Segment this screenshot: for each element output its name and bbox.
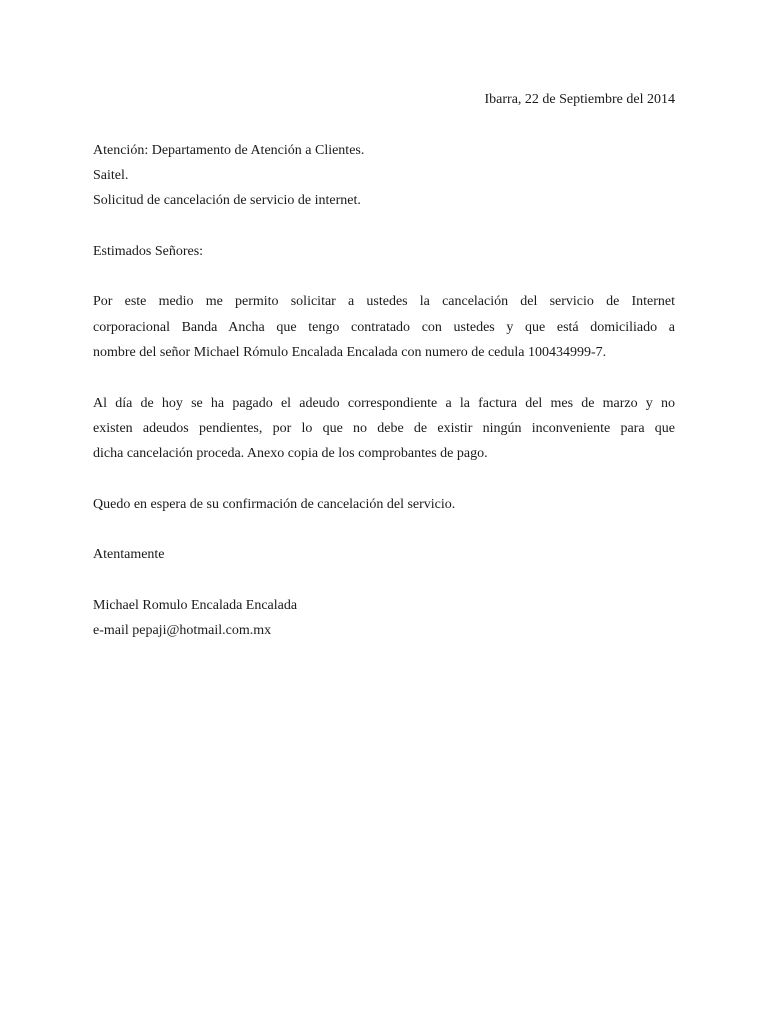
paragraph-line: dicha cancelación proceda. Anexo copia de los comprobantes de pago. bbox=[93, 446, 488, 462]
paragraph-line: existen adeudos pendientes, por lo que no debe de existir ningún inconveniente para que bbox=[93, 420, 675, 436]
paragraph-line: Al día de hoy se ha pagado el adeudo correspondiente a la factura del mes de marzo y no bbox=[93, 395, 675, 411]
paragraph-payment bbox=[93, 391, 675, 467]
signature-block bbox=[93, 593, 675, 644]
signer-name: Michael Romulo Encalada Encalada bbox=[93, 597, 298, 613]
paragraph-line: Por este medio me permito solicitar a ustedes la cancelación del servicio de Internet bbox=[93, 294, 675, 310]
paragraph-request bbox=[93, 289, 675, 365]
letter-date: Ibarra, 22 de Septiembre del 2014 bbox=[484, 92, 675, 107]
company-name: Saitel. bbox=[93, 167, 129, 183]
paragraph-line: nombre del señor Michael Rómulo Encalada Encalada con numero de cedula 100434999-7. bbox=[93, 344, 607, 360]
subject-line: Solicitud de cancelación de servicio de internet. bbox=[93, 193, 361, 209]
closing-request: Quedo en espera de su confirmación de cancelación del servicio. bbox=[93, 496, 456, 512]
closing-phrase: Atentamente bbox=[93, 547, 165, 563]
recipient-block bbox=[93, 138, 675, 214]
letter-body bbox=[93, 87, 675, 644]
signer-email: e-mail pepaji@hotmail.com.mx bbox=[93, 623, 272, 639]
paragraph-line: corporacional Banda Ancha que tengo contratado con ustedes y que está domiciliado a bbox=[93, 319, 675, 335]
salutation: Estimados Señores: bbox=[93, 243, 204, 259]
attention-line: Atención: Departamento de Atención a Clientes. bbox=[93, 142, 365, 158]
